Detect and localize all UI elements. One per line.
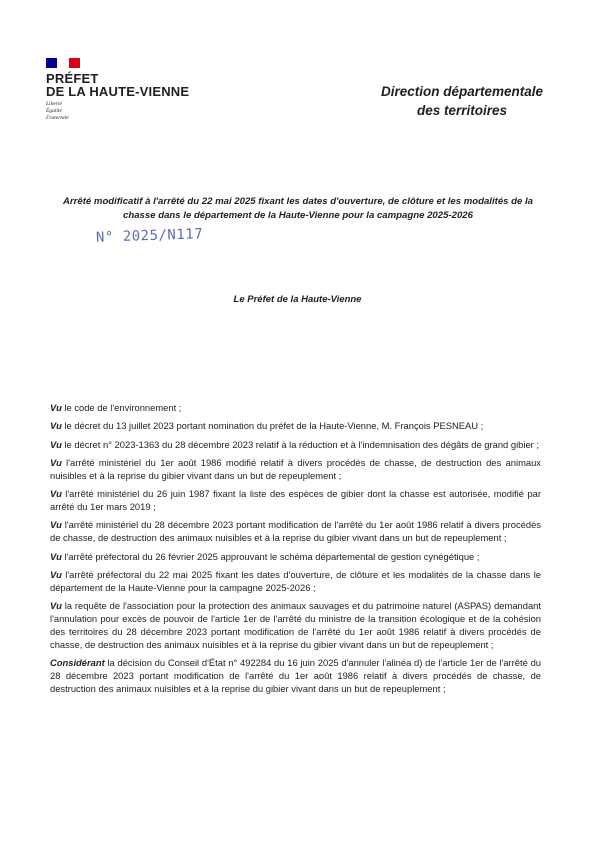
visa-lead: Vu [50,568,62,580]
visa-lead: Vu [50,420,62,432]
logo-line1: PRÉFET [46,71,99,86]
flag-white-band [57,58,68,68]
visa-text: le code de l'environnement ; [61,402,182,413]
logo-title [46,72,189,98]
visa-lead: Vu [50,550,62,562]
visa-lead: Vu [50,600,62,611]
visa-lead: Considérant [50,657,105,669]
flag-blue-band [46,58,57,68]
logo-line2: DE LA HAUTE-VIENNE [46,84,190,99]
visa-text: l'arrêté ministériel du 1er août 1986 modifié relatif à divers procédés de chasse, de destruction des animaux nuisibles et à la reprise du gibier vivant dans un but de repeuplement ; [50,456,541,481]
flag-red-band [69,58,80,68]
direction-line1: Direction départementale [380,84,543,99]
visa-text: l'arrêté préfectoral du 22 mai 2025 fixant les dates d'ouverture, de clôture et les modalités de la chasse dans le département de la Haute-Vienne pour la campagne 2025-2026 ; [50,568,541,593]
republic-motto [46,101,189,122]
visa-item [50,519,541,545]
visas-list [50,402,541,701]
issuing-direction [381,82,543,120]
visa-text: la décision du Conseil d'État n° 492284 du 16 juin 2025 d'annuler l'alinéa d) de l'article 1er de l'arrêté du 28 décembre 2023 portant modification de l'arrêté du 1er août 1986 relatif à divers procédés de chasse, de destruction des animaux nuisibles et à la reprise du gibier vivant dans un but de repeuplement ; [50,657,541,694]
visa-item [50,402,541,415]
visa-item [50,439,541,452]
visa-item [50,551,541,564]
handwritten-number: N° 2025/N117 [95,226,204,246]
visa-lead: Vu [50,456,62,468]
visa-item [50,657,541,696]
prefecture-logo [46,58,189,122]
visa-item [50,420,541,433]
document-title: Arrêté modificatif à l'arrêté du 22 mai 2025 fixant les dates d'ouverture, de clôture et les modalités de la chasse dans le département de la Haute-Vienne pour la campagne 2025-2026 [62,196,534,221]
visa-lead: Vu [50,438,62,450]
visa-lead: Vu [50,488,62,500]
visa-item [50,488,541,514]
visa-item [50,600,541,652]
marianne-flag-icon [46,58,80,68]
visa-lead: Vu [50,519,62,531]
visa-text: le décret du 13 juillet 2023 portant nomination du préfet de la Haute-Vienne, M. François PESNEAU ; [61,420,484,432]
prefet-heading: Le Préfet de la Haute-Vienne [233,294,362,305]
motto-liberte: Liberté [46,101,62,107]
motto-fraternite: Fraternité [46,115,69,121]
visa-lead: Vu [50,402,62,413]
visa-text: la requête de l'association pour la protection des animaux sauvages et du patrimoine naturel (ASPAS) demandant l'annulation pour excès de pouvoir de l'article 1er de l'arrêté du ministre de la transition écologique et de la cohésion des territoires du 28 décembre 2023 portant modification de l'arrêté du 1er août 1986 relatif à divers procédés de chasse, de destruction des animaux nuisibles et à la reprise du gibier vivant dans un but de repeuplement ; [50,600,541,650]
visa-text: l'arrêté préfectoral du 26 février 2025 approuvant le schéma départemental de gestion cynégétique ; [61,550,480,562]
visa-item [50,569,541,595]
motto-egalite: Égalité [46,108,62,114]
visa-text: l'arrêté ministériel du 26 juin 1987 fixant la liste des espèces de gibier dont la chasse est autorisée, modifié par arrêté du 1er mars 2019 ; [50,488,541,512]
visa-text: l'arrêté ministériel du 28 décembre 2023 portant modification de l'arrêté du 1er août 1986 relatif à divers procédés de chasse, de destruction des animaux nuisibles et à la reprise du gibier vivant dans un but de repeuplement ; [50,519,541,544]
visa-text: le décret n° 2023-1363 du 28 décembre 2023 relatif à la réduction et à l'indemnisation des dégâts de grand gibier ; [61,438,540,450]
visa-item [50,457,541,483]
direction-line2: des territoires [416,103,507,118]
